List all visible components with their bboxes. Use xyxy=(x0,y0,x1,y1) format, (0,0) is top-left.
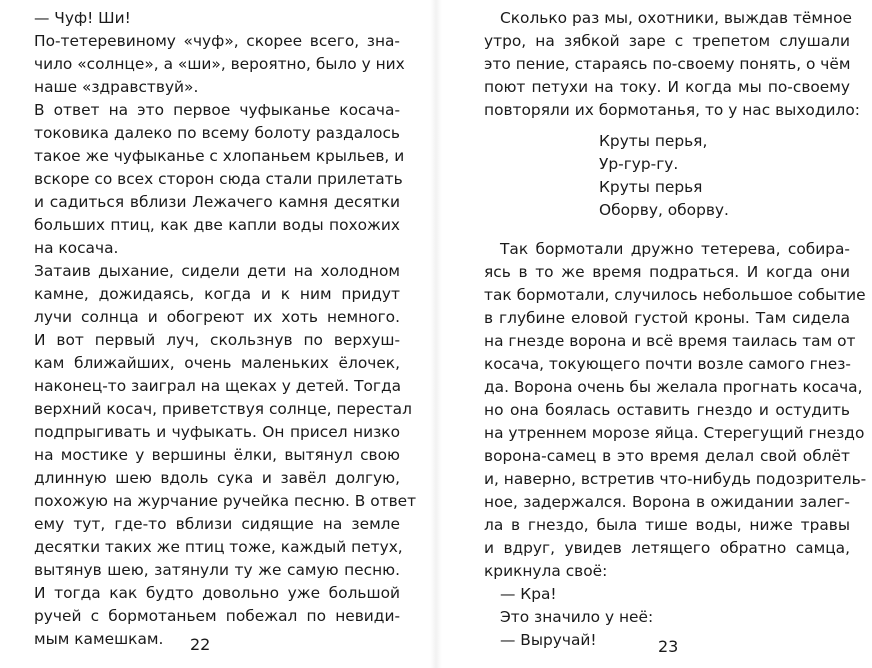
text-line: ворона-самец в это время делал свой облёт xyxy=(484,447,850,465)
text-line: мым камешкам. xyxy=(34,630,164,648)
text-line: В ответ на это первое чуфыканье косача- xyxy=(34,101,400,119)
text-line: поют петухи на току. И когда мы по-своему xyxy=(484,78,850,96)
poem-line: Круты перья, xyxy=(599,132,708,150)
text-line: длинную шею вдоль сука и завёл долгую, xyxy=(34,469,400,487)
text-line: лучи солнца и обогреют их хоть немного. xyxy=(34,308,400,326)
text-line: Это значило у неё: xyxy=(500,608,654,626)
text-line: ручей с бормотаньем побежал по невиди- xyxy=(34,607,400,625)
text-line: ла в гнездо, была тише воды, ниже травы xyxy=(484,516,850,534)
text-line: да. Ворона очень бы желала прогнать косача, xyxy=(484,378,863,396)
text-line: Затаив дыхание, сидели дети на холодном xyxy=(34,262,400,280)
page-number: 23 xyxy=(658,637,679,656)
text-line: такое же чуфыканье с хлопаньем крыльев, и xyxy=(34,147,405,165)
text-line: на мостике у вершины ёлки, вытянул свою xyxy=(34,446,400,464)
text-line: наконец-то заиграл на щеках у детей. Тогда xyxy=(34,377,402,395)
page-number: 22 xyxy=(190,635,211,654)
text-line: так бормотали, случилось небольшое событие xyxy=(484,286,866,304)
poem-line: Оборву, оборву. xyxy=(599,201,729,219)
text-line: повторяли их бормотанья, то у нас выходило: xyxy=(484,101,860,119)
poem-line: Ур-гур-гу. xyxy=(599,155,679,173)
text-line: — Кра! xyxy=(500,585,557,603)
text-line: вытянув шею, затянули ту же самую песню. xyxy=(34,561,400,579)
text-line: на косача. xyxy=(34,239,119,257)
text-line: наше «здравствуй». xyxy=(34,78,199,96)
text-line: вскоре со всех сторон сюда стали прилетать xyxy=(34,170,403,188)
text-line: кам ближайших, очень маленьких ёлочек, xyxy=(34,354,400,372)
text-line: и вдруг, увидев летящего обратно самца, xyxy=(484,539,850,557)
text-line: на утреннем морозе яйца. Стерегущий гнездо xyxy=(484,424,865,442)
text-line: ясь в то же время подраться. И когда они xyxy=(484,263,850,281)
text-line: Так бормотали дружно тетерева, собира- xyxy=(500,240,850,258)
text-line: — Выручай! xyxy=(500,631,597,649)
text-line: верхний косач, приветствуя солнце, перестал xyxy=(34,400,412,418)
text-line: токовика далеко по всему болоту раздалось xyxy=(34,124,400,142)
right-page xyxy=(436,0,872,668)
text-line: камне, дожидаясь, когда и к ним придут xyxy=(34,285,400,303)
text-line: на гнезде ворона и всё время таилась там от xyxy=(484,332,856,350)
text-line: И тогда как будто довольно уже большой xyxy=(34,584,400,602)
text-line: в глубине еловой густой кроны. Там сидела xyxy=(484,309,850,327)
text-line: косача, токующего почти возле самого гнез- xyxy=(484,355,851,373)
text-line: Сколько раз мы, охотники, выждав тёмное xyxy=(500,9,852,27)
text-line: но она боялась оставить гнездо и остудить xyxy=(484,401,850,419)
text-line: чило «солнце», а «ши», вероятно, было у них xyxy=(34,55,405,73)
text-line: ное, задержался. Ворона в ожидании залег- xyxy=(484,493,850,511)
text-line: похожую на журчание ручейка песню. В ответ xyxy=(34,492,417,510)
text-line: и, наверно, встретив что-нибудь подозритель- xyxy=(484,470,867,488)
text-line: подпрыгивать и чуфыкать. Он присел низко xyxy=(34,423,400,441)
text-line: и садиться вблизи Лежачего камня десятки xyxy=(34,193,400,211)
text-line: — Чуф! Ши! xyxy=(34,9,131,27)
text-line: И вот первый луч, скользнув по верхуш- xyxy=(34,331,400,349)
poem-line: Круты перья xyxy=(599,178,703,196)
text-line: утро, на зябкой заре с трепетом слушали xyxy=(484,32,850,50)
text-line: больших птиц, как две капли воды похожих xyxy=(34,216,400,234)
text-line: это пение, стараясь по-своему понять, о чём xyxy=(484,55,851,73)
text-line: По-тетеревиному «чуф», скорее всего, зна- xyxy=(34,32,400,50)
text-line: ему тут, где-то вблизи сидящие на земле xyxy=(34,515,400,533)
text-line: крикнула своё: xyxy=(484,562,608,580)
text-line: десятки таких же птиц тоже, каждый петух, xyxy=(34,538,403,556)
